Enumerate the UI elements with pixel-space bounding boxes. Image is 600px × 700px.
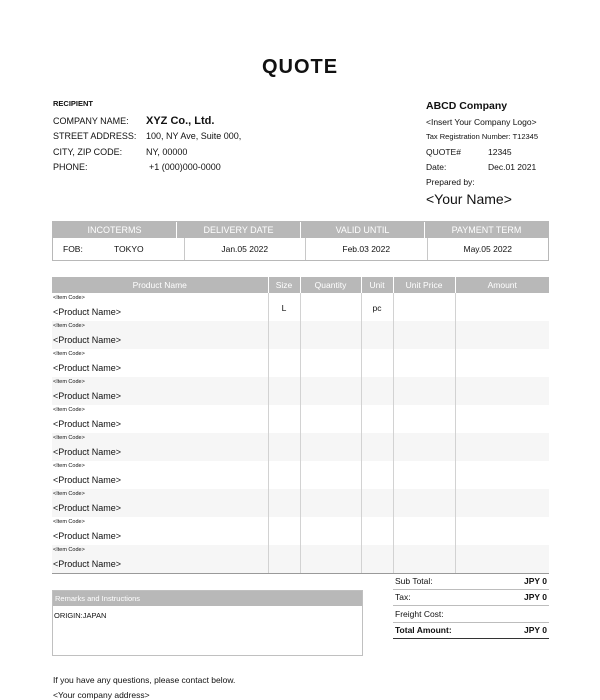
table-row	[52, 405, 549, 433]
terms-header-delivery-date: DELIVERY DATE	[177, 222, 301, 238]
unit-price-cell	[393, 545, 455, 573]
amount-cell	[455, 461, 549, 489]
unit-price-cell	[393, 461, 455, 489]
unit-price-cell	[393, 489, 455, 517]
product-name: <Product Name>	[53, 391, 122, 401]
recipient-city-label: CITY, ZIP CODE:	[53, 146, 123, 157]
total-amount-row	[393, 623, 549, 640]
unit-cell	[361, 517, 393, 545]
subtotal-row	[393, 573, 549, 590]
size-cell	[268, 461, 300, 489]
freight-row	[393, 606, 549, 623]
unit-price-cell	[393, 293, 455, 321]
terms-table	[52, 221, 549, 261]
recipient-block	[53, 99, 293, 175]
quantity-cell	[300, 321, 361, 349]
items-header-row	[52, 277, 549, 293]
product-name: <Product Name>	[53, 475, 122, 485]
product-cell	[52, 405, 268, 433]
total-amount-value: JPY 0	[523, 625, 547, 636]
amount-cell	[455, 293, 549, 321]
payment-term-value: May.05 2022	[463, 244, 512, 254]
unit-cell: pc	[361, 293, 393, 321]
quantity-cell	[300, 433, 361, 461]
subtotal-label: Sub Total:	[395, 575, 433, 586]
incoterm-code: FOB:	[63, 244, 83, 254]
unit-cell	[361, 321, 393, 349]
product-name: <Product Name>	[53, 419, 122, 429]
table-row	[52, 517, 549, 545]
incoterm-place: TOKYO	[114, 244, 144, 254]
unit-cell	[361, 433, 393, 461]
valid-until-value: Feb.03 2022	[306, 238, 428, 260]
size-cell	[268, 377, 300, 405]
amount-cell	[455, 321, 549, 349]
product-name: <Product Name>	[53, 503, 122, 513]
size-cell	[268, 545, 300, 573]
footer-company-address: <Your company address>	[53, 689, 150, 700]
prepared-by-label: Prepared by:	[426, 176, 475, 187]
unit-price-cell	[393, 405, 455, 433]
amount-cell	[455, 545, 549, 573]
recipient-phone-value: +1 (000)000-0000	[149, 162, 221, 173]
logo-placeholder: <Insert Your Company Logo>	[426, 116, 537, 127]
item-code: <Item Code>	[53, 351, 85, 357]
recipient-street-value: 100, NY Ave, Suite 000,	[146, 131, 242, 142]
table-row	[52, 293, 549, 321]
product-cell	[52, 377, 268, 405]
unit-cell	[361, 489, 393, 517]
product-name: <Product Name>	[53, 363, 122, 373]
header-size: Size	[268, 277, 300, 293]
footer	[53, 672, 453, 700]
size-cell	[268, 349, 300, 377]
table-row	[52, 489, 549, 517]
quantity-cell	[300, 489, 361, 517]
footer-contact-note: If you have any questions, please contact below.	[53, 674, 236, 685]
terms-header-payment-term: PAYMENT TERM	[451, 225, 522, 235]
tax-label: Tax:	[395, 592, 411, 603]
item-code: <Item Code>	[53, 295, 85, 301]
prepared-by-name: <Your Name>	[426, 191, 512, 207]
product-cell	[52, 545, 268, 573]
product-cell	[52, 489, 268, 517]
unit-price-cell	[393, 377, 455, 405]
recipient-street-label: STREET ADDRESS:	[53, 131, 137, 142]
unit-cell	[361, 405, 393, 433]
quantity-cell	[300, 293, 361, 321]
quantity-cell	[300, 405, 361, 433]
product-cell	[52, 517, 268, 545]
product-cell	[52, 433, 268, 461]
delivery-date-value: Jan.05 2022	[185, 238, 307, 260]
item-code: <Item Code>	[53, 435, 85, 441]
product-name: <Product Name>	[53, 335, 122, 345]
product-cell	[52, 461, 268, 489]
amount-cell	[455, 349, 549, 377]
amount-cell	[455, 489, 549, 517]
amount-cell	[455, 377, 549, 405]
header-unit-price: Unit Price	[393, 277, 455, 293]
terms-value-row	[53, 238, 548, 260]
item-code: <Item Code>	[53, 547, 85, 553]
total-amount-label: Total Amount:	[395, 625, 452, 636]
recipient-city-row	[53, 144, 293, 160]
quantity-cell	[300, 377, 361, 405]
amount-cell	[455, 405, 549, 433]
recipient-phone-row	[53, 160, 293, 176]
document-title: QUOTE	[261, 56, 339, 78]
date-value: Dec.01 2021	[488, 161, 537, 172]
size-cell: L	[268, 293, 300, 321]
item-code: <Item Code>	[53, 379, 85, 385]
item-code: <Item Code>	[53, 519, 85, 525]
product-name: <Product Name>	[53, 307, 122, 317]
quantity-cell	[300, 517, 361, 545]
tax-registration: Tax Registration Number: T12345	[426, 132, 539, 141]
unit-cell	[361, 377, 393, 405]
recipient-city-value: NY, 00000	[146, 146, 188, 157]
item-code: <Item Code>	[53, 407, 85, 413]
freight-label: Freight Cost:	[395, 608, 444, 619]
recipient-company-row	[53, 113, 293, 129]
item-code: <Item Code>	[53, 463, 85, 469]
quantity-cell	[300, 545, 361, 573]
quantity-cell	[300, 461, 361, 489]
quote-number-value: 12345	[488, 146, 512, 157]
header-quantity: Quantity	[300, 277, 361, 293]
recipient-street-row	[53, 129, 293, 145]
product-name: <Product Name>	[53, 447, 122, 457]
tax-row	[393, 590, 549, 607]
table-row	[52, 433, 549, 461]
incoterms-cell	[53, 238, 185, 260]
table-row	[52, 545, 549, 573]
header-amount: Amount	[455, 277, 549, 293]
recipient-company-label: COMPANY NAME:	[53, 115, 129, 126]
items-table	[52, 277, 549, 574]
product-name: <Product Name>	[53, 559, 122, 569]
terms-header-valid-until: VALID UNTIL	[301, 222, 425, 238]
remarks-header: Remarks and Instructions	[53, 591, 362, 606]
product-cell	[52, 321, 268, 349]
sender-company-name: ABCD Company	[426, 99, 508, 112]
table-row	[52, 377, 549, 405]
item-code: <Item Code>	[53, 323, 85, 329]
remarks-box	[52, 590, 363, 656]
unit-cell	[361, 545, 393, 573]
header-unit: Unit	[361, 277, 393, 293]
quote-number-label: QUOTE#	[426, 146, 461, 157]
header-product-name: Product Name	[52, 277, 268, 293]
totals-block	[393, 573, 549, 639]
product-cell	[52, 349, 268, 377]
unit-price-cell	[393, 321, 455, 349]
quote-number-row	[426, 144, 556, 159]
terms-header-row	[53, 222, 548, 238]
unit-price-cell	[393, 433, 455, 461]
size-cell	[268, 433, 300, 461]
size-cell	[268, 321, 300, 349]
recipient-company-value: XYZ Co., Ltd.	[146, 114, 215, 127]
amount-cell	[455, 433, 549, 461]
size-cell	[268, 517, 300, 545]
unit-price-cell	[393, 517, 455, 545]
subtotal-value: JPY 0	[523, 575, 547, 586]
product-name: <Product Name>	[53, 531, 122, 541]
product-cell	[52, 293, 268, 321]
date-label: Date:	[426, 161, 447, 172]
unit-price-cell	[393, 349, 455, 377]
unit-cell	[361, 461, 393, 489]
table-row	[52, 349, 549, 377]
item-code: <Item Code>	[53, 491, 85, 497]
quantity-cell	[300, 349, 361, 377]
sender-block	[426, 97, 556, 209]
size-cell	[268, 405, 300, 433]
amount-cell	[455, 517, 549, 545]
remarks-text: ORIGIN:JAPAN	[54, 611, 107, 620]
recipient-phone-label: PHONE:	[53, 162, 88, 173]
recipient-header: RECIPIENT	[53, 99, 94, 108]
tax-value: JPY 0	[523, 592, 547, 603]
table-row	[52, 321, 549, 349]
unit-cell	[361, 349, 393, 377]
size-cell	[268, 489, 300, 517]
terms-header-incoterms: INCOTERMS	[53, 222, 177, 238]
date-row	[426, 159, 556, 174]
table-row	[52, 461, 549, 489]
